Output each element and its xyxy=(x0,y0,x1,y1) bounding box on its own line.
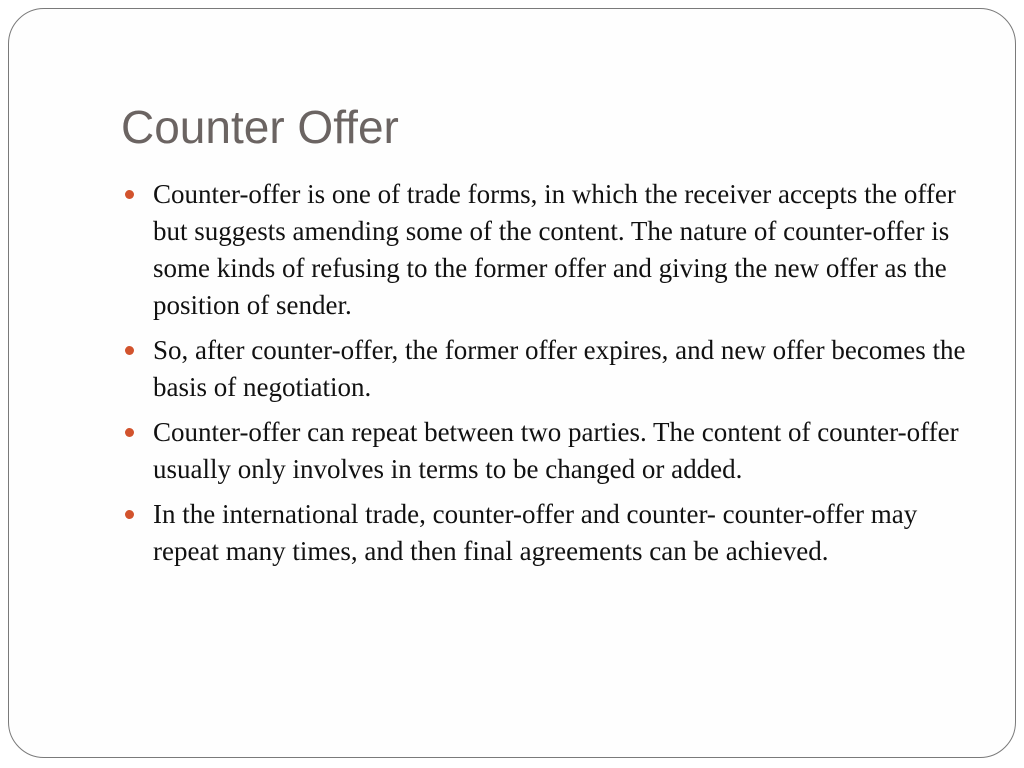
slide-title: Counter Offer xyxy=(121,101,399,153)
slide-frame xyxy=(8,8,1016,758)
bullet-text-4: In the international trade, counter-offer and counter- counter-offer may repeat many times, and then final agreements can be achieved. xyxy=(153,499,918,566)
bullet-text-3: Counter-offer can repeat between two parties. The content of counter-offer usually only involves in terms to be changed or added. xyxy=(153,417,959,484)
bullet-item-3 xyxy=(121,414,971,488)
bullet-dot-icon xyxy=(125,428,134,437)
bullet-list xyxy=(121,176,971,578)
bullet-dot-icon xyxy=(125,190,134,199)
bullet-item-2 xyxy=(121,332,971,406)
bullet-item-4 xyxy=(121,496,971,570)
bullet-dot-icon xyxy=(125,510,134,519)
bullet-text-2: So, after counter-offer, the former offer expires, and new offer becomes the basis of negotiation. xyxy=(153,335,966,402)
bullet-dot-icon xyxy=(125,346,134,355)
bullet-item-1 xyxy=(121,176,971,324)
bullet-text-1: Counter-offer is one of trade forms, in which the receiver accepts the offer but suggests amending some of the content. The nature of counter-offer is some kinds of refusing to the former offer and giving the new offer as the position of sender. xyxy=(153,179,956,320)
